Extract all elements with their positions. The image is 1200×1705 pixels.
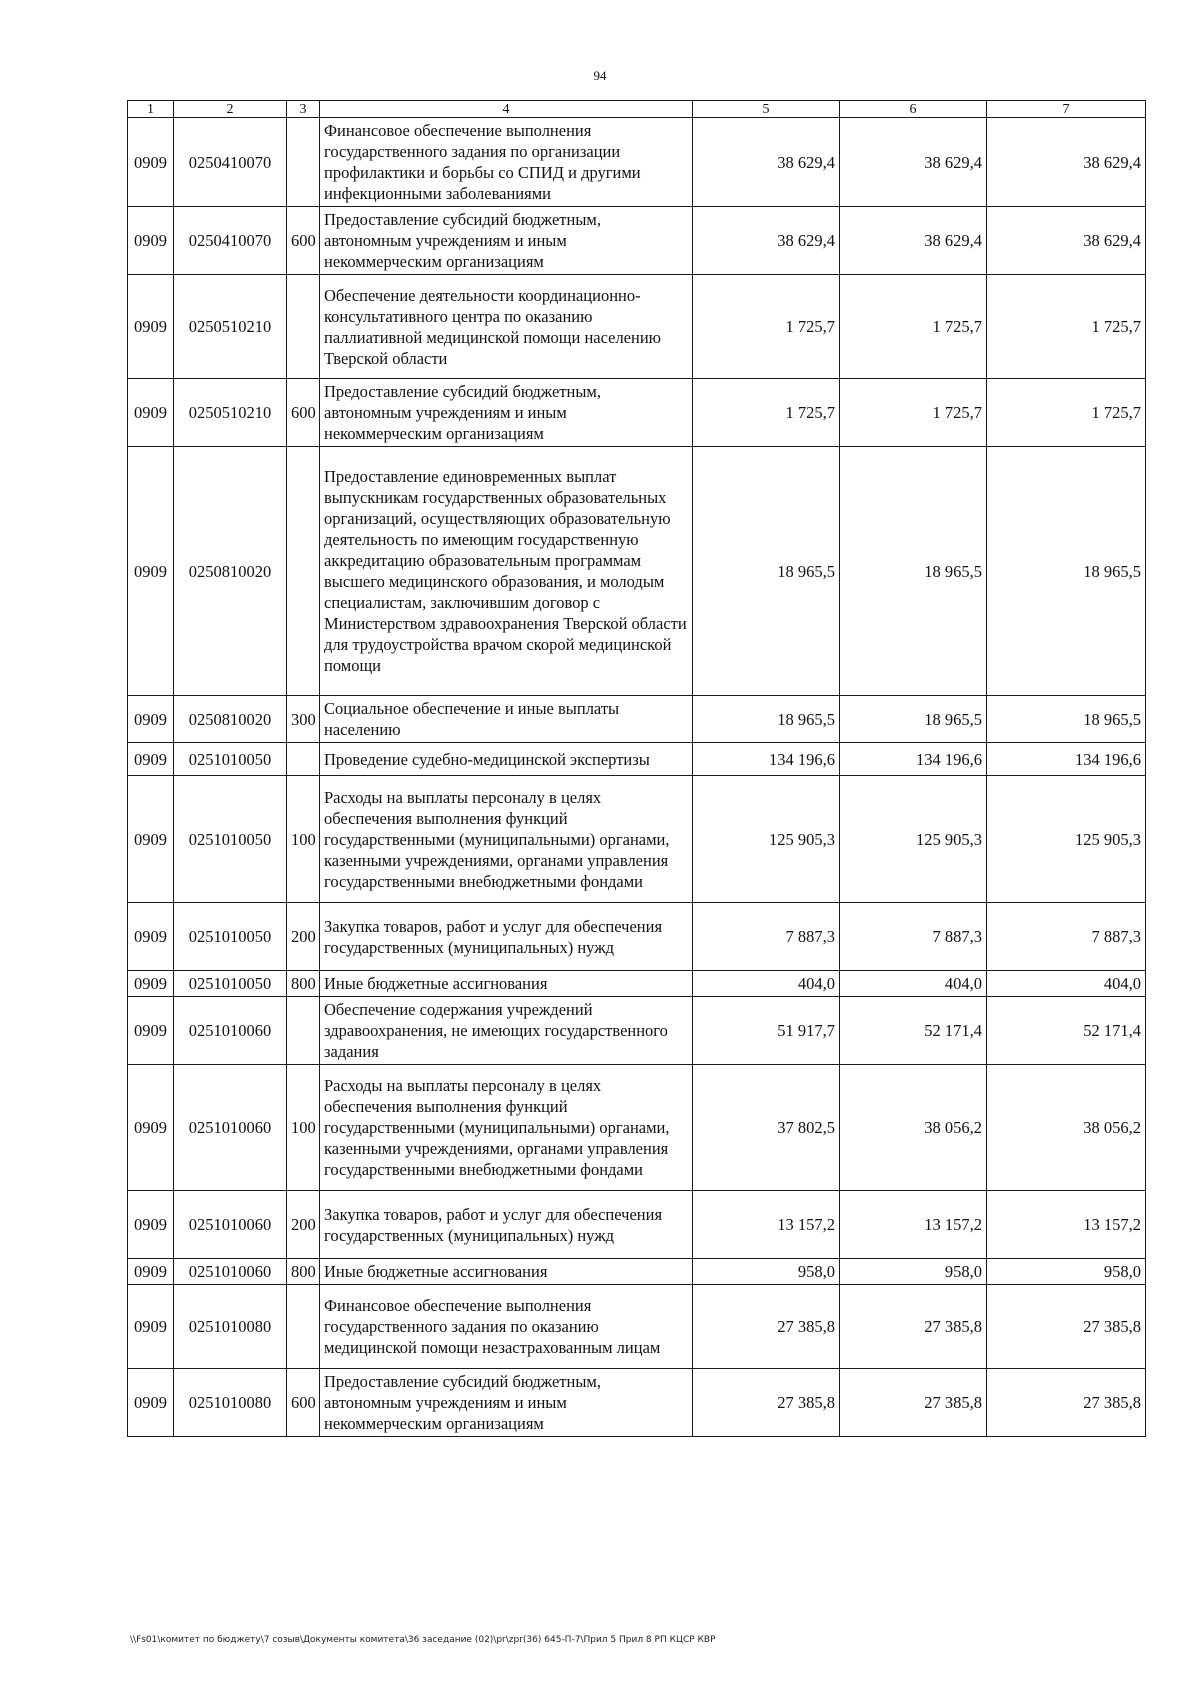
section-code: 0909 — [128, 1259, 174, 1285]
expense-type-code — [287, 447, 320, 696]
section-code: 0909 — [128, 1065, 174, 1191]
amount-col7: 27 385,8 — [987, 1369, 1146, 1437]
amount-col7: 125 905,3 — [987, 776, 1146, 903]
column-header: 3 — [287, 101, 320, 118]
target-article-code: 0251010060 — [174, 997, 287, 1065]
description: Закупка товаров, работ и услуг для обеспечения государственных (муниципальных) нужд — [320, 903, 693, 971]
amount-col6: 958,0 — [840, 1259, 987, 1285]
description: Предоставление субсидий бюджетным, автономным учреждениям и иным некоммерческим организациям — [320, 379, 693, 447]
amount-col5: 958,0 — [693, 1259, 840, 1285]
budget-table — [127, 100, 1146, 1437]
amount-col5: 38 629,4 — [693, 118, 840, 207]
description: Расходы на выплаты персоналу в целях обеспечения выполнения функций государственными (муниципальными) органами, казенными учреждениями, органами управления государственными внебюджетными фондами — [320, 776, 693, 903]
amount-col7: 404,0 — [987, 971, 1146, 997]
amount-col7: 13 157,2 — [987, 1191, 1146, 1259]
amount-col5: 125 905,3 — [693, 776, 840, 903]
expense-type-code: 200 — [287, 903, 320, 971]
expense-type-code — [287, 743, 320, 776]
column-header: 5 — [693, 101, 840, 118]
table-row — [128, 1369, 1146, 1437]
amount-col5: 38 629,4 — [693, 207, 840, 275]
amount-col5: 1 725,7 — [693, 379, 840, 447]
amount-col5: 18 965,5 — [693, 696, 840, 743]
file-path-footer: \\Fs01\комитет по бюджету\7 созыв\Документы комитета\36 заседание (02)\pr\zpr(36) 645-П-7\Прил 5 Прил 8 РП КЦСР КВР — [130, 1635, 716, 1645]
amount-col7: 134 196,6 — [987, 743, 1146, 776]
expense-type-code — [287, 118, 320, 207]
table-row — [128, 207, 1146, 275]
table-row — [128, 118, 1146, 207]
table-row — [128, 971, 1146, 997]
amount-col7: 1 725,7 — [987, 379, 1146, 447]
description: Предоставление единовременных выплат выпускникам государственных образовательных организаций, осуществляющих образовательную деятельность по имеющим государственную аккредитацию образовательным программам высшего медицинского образования, и молодым специалистам, заключившим договор с Министерством здравоохранения Тверской области для трудоустройства врачом скорой медицинской помощи — [320, 447, 693, 696]
description: Иные бюджетные ассигнования — [320, 971, 693, 997]
amount-col7: 52 171,4 — [987, 997, 1146, 1065]
column-header: 1 — [128, 101, 174, 118]
amount-col6: 125 905,3 — [840, 776, 987, 903]
section-code: 0909 — [128, 275, 174, 379]
target-article-code: 0251010060 — [174, 1259, 287, 1285]
target-article-code: 0250810020 — [174, 447, 287, 696]
table-row — [128, 696, 1146, 743]
description: Предоставление субсидий бюджетным, автономным учреждениям и иным некоммерческим организациям — [320, 207, 693, 275]
section-code: 0909 — [128, 776, 174, 903]
amount-col5: 404,0 — [693, 971, 840, 997]
table-row — [128, 379, 1146, 447]
column-number-row — [128, 101, 1146, 118]
expense-type-code: 100 — [287, 1065, 320, 1191]
target-article-code: 0251010050 — [174, 971, 287, 997]
section-code: 0909 — [128, 696, 174, 743]
description: Иные бюджетные ассигнования — [320, 1259, 693, 1285]
section-code: 0909 — [128, 1369, 174, 1437]
expense-type-code — [287, 1285, 320, 1369]
expense-type-code: 600 — [287, 379, 320, 447]
expense-type-code: 600 — [287, 1369, 320, 1437]
table-row — [128, 1065, 1146, 1191]
amount-col6: 18 965,5 — [840, 447, 987, 696]
table-row — [128, 743, 1146, 776]
section-code: 0909 — [128, 207, 174, 275]
section-code: 0909 — [128, 1191, 174, 1259]
section-code: 0909 — [128, 903, 174, 971]
description: Расходы на выплаты персоналу в целях обеспечения выполнения функций государственными (муниципальными) органами, казенными учреждениями, органами управления государственными внебюджетными фондами — [320, 1065, 693, 1191]
column-header: 6 — [840, 101, 987, 118]
target-article-code: 0250410070 — [174, 207, 287, 275]
target-article-code: 0250810020 — [174, 696, 287, 743]
description: Проведение судебно-медицинской экспертизы — [320, 743, 693, 776]
expense-type-code — [287, 275, 320, 379]
amount-col6: 38 056,2 — [840, 1065, 987, 1191]
expense-type-code: 300 — [287, 696, 320, 743]
amount-col6: 7 887,3 — [840, 903, 987, 971]
section-code: 0909 — [128, 447, 174, 696]
amount-col5: 7 887,3 — [693, 903, 840, 971]
amount-col5: 134 196,6 — [693, 743, 840, 776]
target-article-code: 0250410070 — [174, 118, 287, 207]
amount-col7: 18 965,5 — [987, 696, 1146, 743]
description: Финансовое обеспечение выполнения государственного задания по оказанию медицинской помощи незастрахованным лицам — [320, 1285, 693, 1369]
section-code: 0909 — [128, 971, 174, 997]
amount-col6: 404,0 — [840, 971, 987, 997]
amount-col6: 38 629,4 — [840, 207, 987, 275]
amount-col6: 27 385,8 — [840, 1369, 987, 1437]
expense-type-code: 100 — [287, 776, 320, 903]
amount-col6: 134 196,6 — [840, 743, 987, 776]
amount-col7: 1 725,7 — [987, 275, 1146, 379]
amount-col7: 27 385,8 — [987, 1285, 1146, 1369]
amount-col7: 18 965,5 — [987, 447, 1146, 696]
page-number: 94 — [593, 68, 607, 83]
table-row — [128, 447, 1146, 696]
table-row — [128, 903, 1146, 971]
amount-col5: 1 725,7 — [693, 275, 840, 379]
amount-col6: 38 629,4 — [840, 118, 987, 207]
section-code: 0909 — [128, 997, 174, 1065]
amount-col6: 18 965,5 — [840, 696, 987, 743]
section-code: 0909 — [128, 379, 174, 447]
section-code: 0909 — [128, 743, 174, 776]
amount-col5: 37 802,5 — [693, 1065, 840, 1191]
amount-col7: 7 887,3 — [987, 903, 1146, 971]
description: Предоставление субсидий бюджетным, автономным учреждениям и иным некоммерческим организациям — [320, 1369, 693, 1437]
description: Закупка товаров, работ и услуг для обеспечения государственных (муниципальных) нужд — [320, 1191, 693, 1259]
column-header: 7 — [987, 101, 1146, 118]
table-row — [128, 1191, 1146, 1259]
amount-col7: 38 629,4 — [987, 118, 1146, 207]
target-article-code: 0251010050 — [174, 903, 287, 971]
description: Обеспечение содержания учреждений здравоохранения, не имеющих государственного задания — [320, 997, 693, 1065]
section-code: 0909 — [128, 118, 174, 207]
target-article-code: 0251010080 — [174, 1285, 287, 1369]
target-article-code: 0251010050 — [174, 743, 287, 776]
amount-col5: 18 965,5 — [693, 447, 840, 696]
amount-col6: 27 385,8 — [840, 1285, 987, 1369]
table-row — [128, 275, 1146, 379]
table-row — [128, 997, 1146, 1065]
table-row — [128, 1285, 1146, 1369]
description: Обеспечение деятельности координационно-консультативного центра по оказанию паллиативной медицинской помощи населению Тверской области — [320, 275, 693, 379]
target-article-code: 0250510210 — [174, 275, 287, 379]
amount-col7: 958,0 — [987, 1259, 1146, 1285]
column-header: 2 — [174, 101, 287, 118]
amount-col5: 27 385,8 — [693, 1369, 840, 1437]
description: Финансовое обеспечение выполнения государственного задания по организации профилактики и борьбы со СПИД и другими инфекционными заболеваниями — [320, 118, 693, 207]
amount-col5: 27 385,8 — [693, 1285, 840, 1369]
amount-col5: 51 917,7 — [693, 997, 840, 1065]
amount-col6: 1 725,7 — [840, 275, 987, 379]
section-code: 0909 — [128, 1285, 174, 1369]
amount-col5: 13 157,2 — [693, 1191, 840, 1259]
expense-type-code: 800 — [287, 1259, 320, 1285]
amount-col6: 13 157,2 — [840, 1191, 987, 1259]
target-article-code: 0251010060 — [174, 1065, 287, 1191]
table-row — [128, 1259, 1146, 1285]
amount-col6: 52 171,4 — [840, 997, 987, 1065]
amount-col7: 38 629,4 — [987, 207, 1146, 275]
expense-type-code — [287, 997, 320, 1065]
target-article-code: 0251010050 — [174, 776, 287, 903]
table-row — [128, 776, 1146, 903]
target-article-code: 0251010080 — [174, 1369, 287, 1437]
amount-col7: 38 056,2 — [987, 1065, 1146, 1191]
target-article-code: 0251010060 — [174, 1191, 287, 1259]
expense-type-code: 800 — [287, 971, 320, 997]
target-article-code: 0250510210 — [174, 379, 287, 447]
expense-type-code: 600 — [287, 207, 320, 275]
description: Социальное обеспечение и иные выплаты населению — [320, 696, 693, 743]
amount-col6: 1 725,7 — [840, 379, 987, 447]
expense-type-code: 200 — [287, 1191, 320, 1259]
column-header: 4 — [320, 101, 693, 118]
